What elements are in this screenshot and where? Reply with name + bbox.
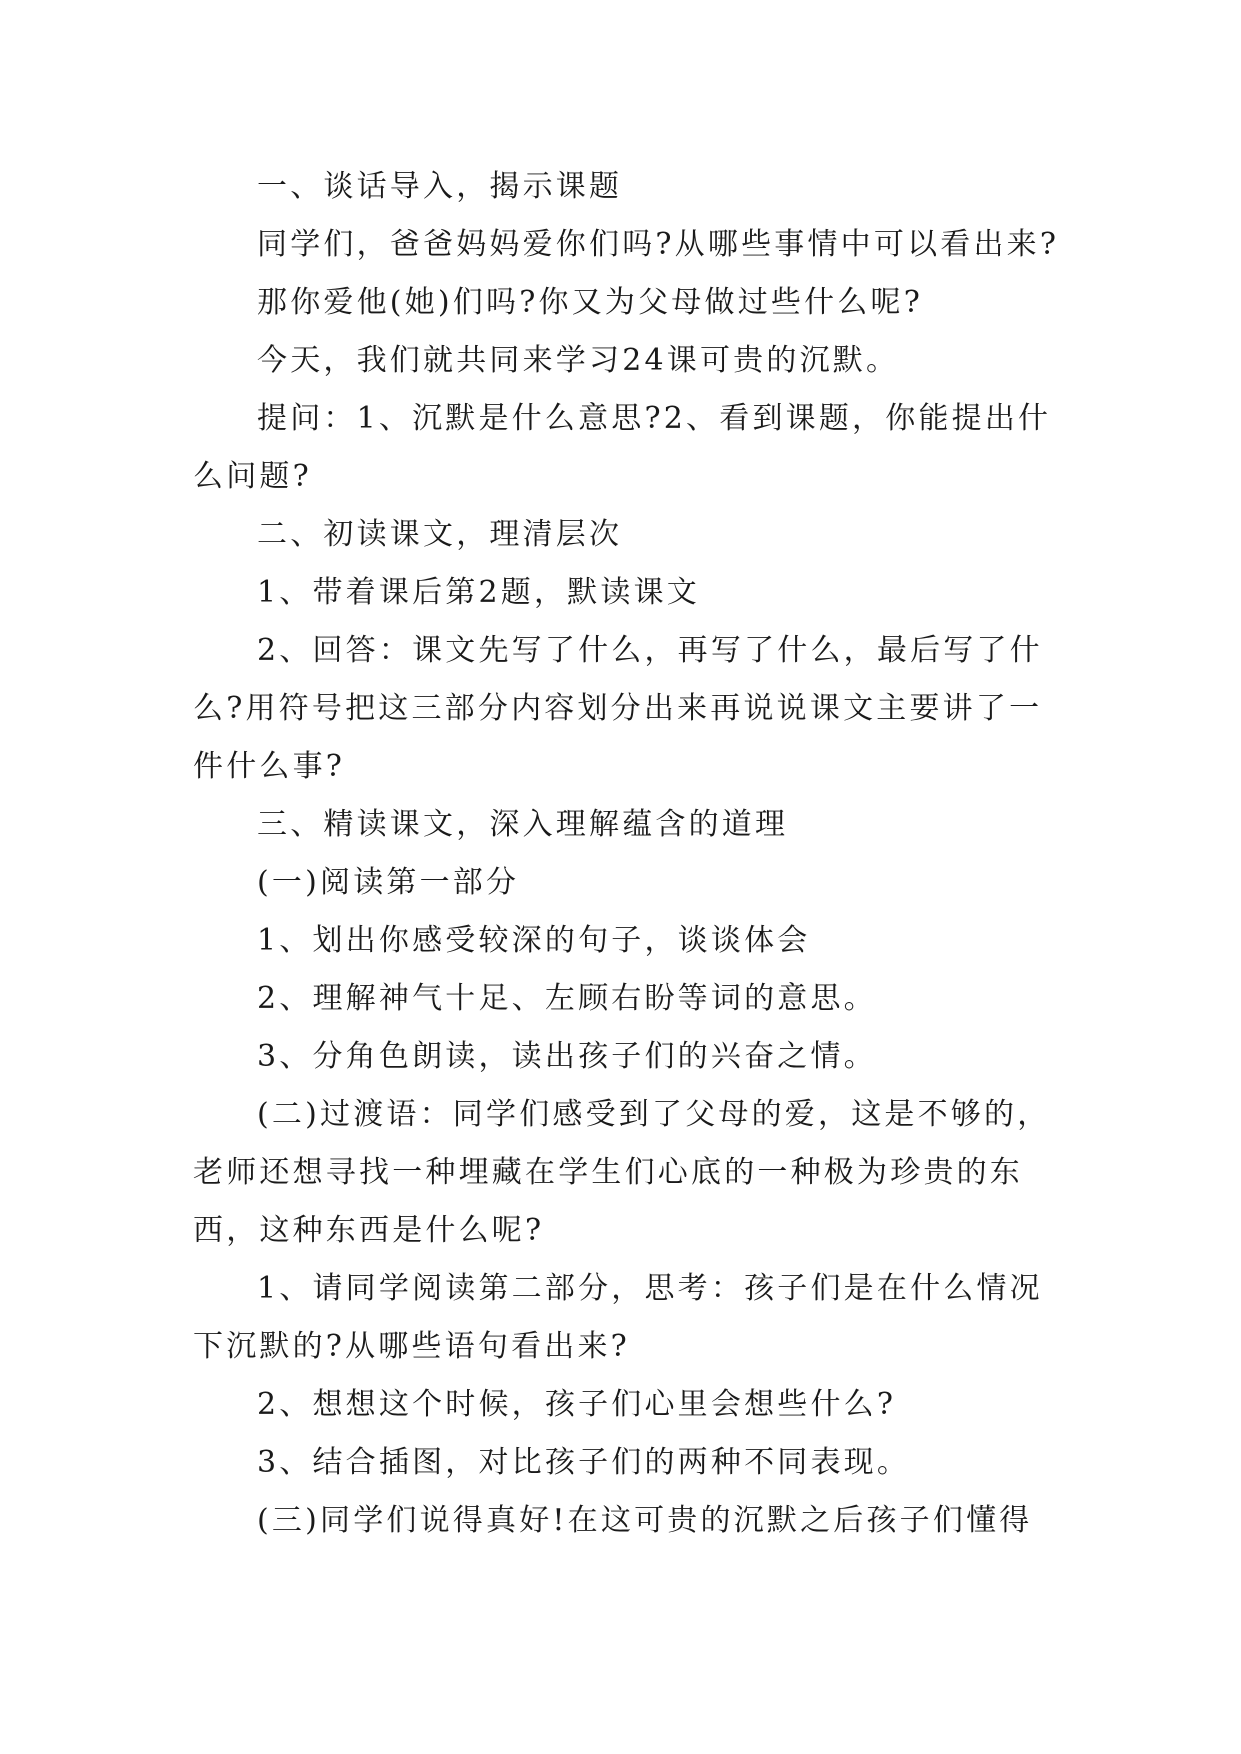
subheading: (二)过渡语：同学们感受到了父母的爱，这是不够的，老师还想寻找一种埋藏在学生们心底的一种极为珍贵的东西，这种东西是什么呢? bbox=[193, 1097, 1051, 1248]
heading-section-1: 一、谈话导入，揭示课题 bbox=[257, 169, 623, 204]
document-body bbox=[193, 158, 1073, 1550]
paragraph: 今天，我们就共同来学习24课可贵的沉默。 bbox=[257, 343, 900, 378]
subheading: (三)同学们说得真好!在这可贵的沉默之后孩子们懂得 bbox=[257, 1503, 1033, 1538]
paragraph: 提问：1、沉默是什么意思?2、看到课题，你能提出什么问题? bbox=[193, 401, 1052, 494]
list-item: 2、想想这个时候，孩子们心里会想些什么? bbox=[257, 1387, 897, 1422]
list-item: 1、划出你感受较深的句子，谈谈体会 bbox=[257, 923, 811, 958]
paragraph: 那你爱他(她)们吗?你又为父母做过些什么呢? bbox=[257, 285, 923, 320]
list-item: 2、回答：课文先写了什么，再写了什么，最后写了什么?用符号把这三部分内容划分出来再说说课文主要讲了一件什么事? bbox=[193, 633, 1043, 784]
list-item: 1、带着课后第2题，默读课文 bbox=[257, 575, 700, 610]
list-item: 1、请同学阅读第二部分，思考：孩子们是在什么情况下沉默的?从哪些语句看出来? bbox=[193, 1271, 1043, 1364]
heading-section-3: 三、精读课文，深入理解蕴含的道理 bbox=[257, 807, 789, 842]
heading-section-2: 二、初读课文，理清层次 bbox=[257, 517, 623, 552]
list-item: 2、理解神气十足、左顾右盼等词的意思。 bbox=[257, 981, 877, 1016]
list-item: 3、结合插图，对比孩子们的两种不同表现。 bbox=[257, 1445, 911, 1480]
subheading: (一)阅读第一部分 bbox=[257, 865, 520, 900]
paragraph: 同学们，爸爸妈妈爱你们吗?从哪些事情中可以看出来? bbox=[257, 227, 1060, 262]
list-item: 3、分角色朗读，读出孩子们的兴奋之情。 bbox=[257, 1039, 877, 1074]
